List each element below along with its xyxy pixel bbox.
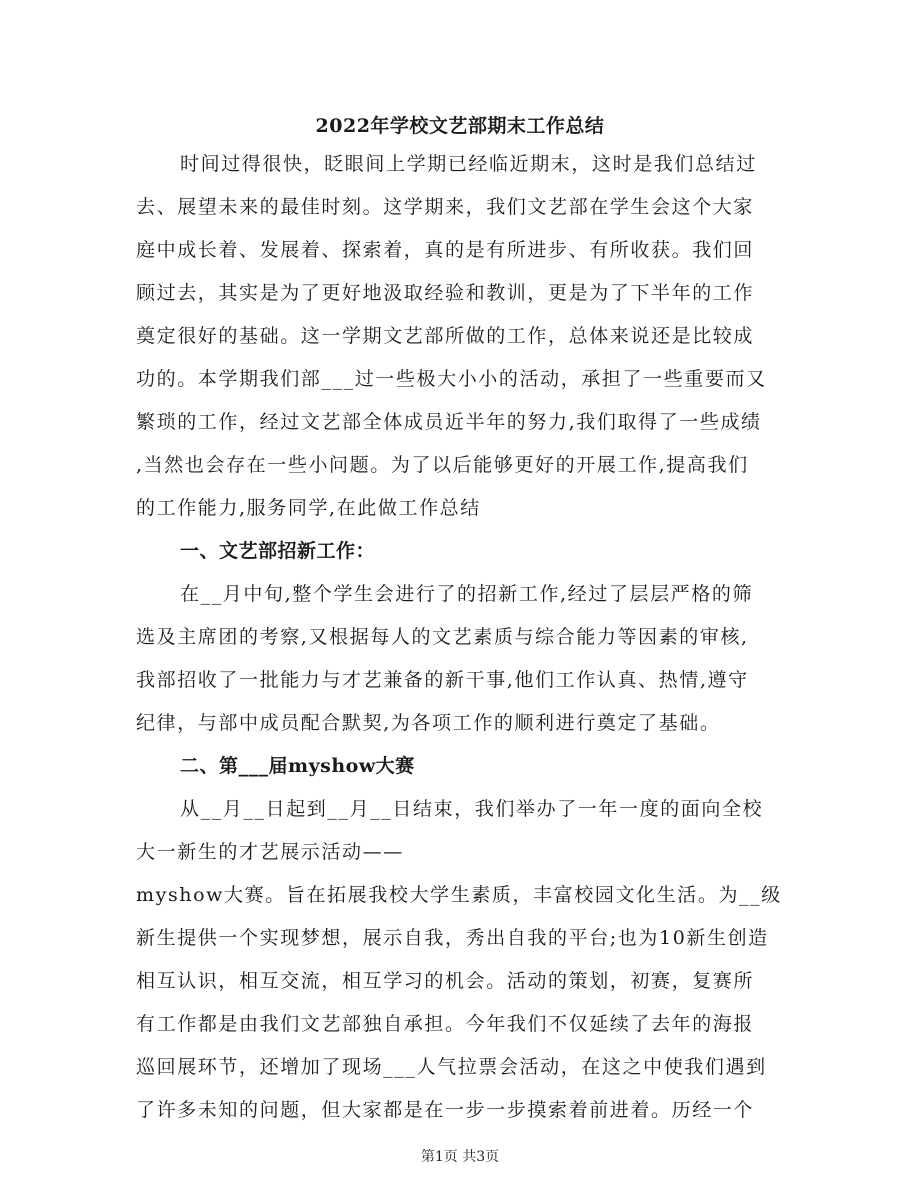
- paragraph-line: 的工作能力,服务同学,在此做工作总结: [136, 497, 481, 519]
- paragraph-line: 功的。本学期我们部___过一些极大小小的活动，承担了一些重要而又: [136, 368, 767, 390]
- paragraph-line: 顾过去，其实是为了更好地汲取经验和教训，更是为了下半年的工作: [136, 282, 755, 304]
- paragraph-line: 在__月中旬,整个学生会进行了的招新工作,经过了层层严格的筛: [180, 583, 754, 605]
- paragraph-line: 从__月__日起到__月__日结束，我们举办了一年一度的面向全校: [180, 798, 764, 820]
- paragraph-line: 奠定很好的基础。这一学期文艺部所做的工作，总体来说还是比较成: [136, 325, 755, 347]
- paragraph-line: 相互认识，相互交流，相互学习的机会。活动的策划，初赛，复赛所: [136, 970, 755, 992]
- paragraph-line: 纪律，与部中成员配合默契,为各项工作的顺利进行奠定了基础。: [136, 712, 721, 734]
- paragraph-line: 有工作都是由我们文艺部独自承担。今年我们不仅延续了去年的海报: [136, 1013, 755, 1035]
- paragraph-line: 繁琐的工作，经过文艺部全体成员近半年的努力,我们取得了一些成绩: [136, 411, 762, 433]
- paragraph-line: ,当然也会存在一些小问题。为了以后能够更好的开展工作,提高我们: [136, 454, 749, 476]
- paragraph-line: 了许多未知的问题，但大家都是在一步一步摸索着前进着。历经一个: [136, 1099, 755, 1121]
- section-heading-myshow: 二、第___届myshow大赛: [180, 755, 415, 777]
- paragraph-line: 时间过得很快，眨眼间上学期已经临近期末，这时是我们总结过: [180, 153, 757, 175]
- paragraph-line: 我部招收了一批能力与才艺兼备的新干事,他们工作认真、热情,遵守: [136, 669, 749, 691]
- page-indicator: 第1页 共3页: [420, 1149, 500, 1165]
- paragraph-line: 巡回展环节，还增加了现场___人气拉票会活动，在这之中使我们遇到: [136, 1056, 767, 1078]
- paragraph-line: myshow大赛。旨在拓展我校大学生素质，丰富校园文化生活。为__级: [136, 884, 782, 906]
- paragraph-line: 去、展望未来的最佳时刻。这学期来，我们文艺部在学生会这个大家: [136, 196, 755, 218]
- paragraph-line: 选及主席团的考察,又根据每人的文艺素质与综合能力等因素的审核,: [136, 626, 749, 648]
- paragraph-line: 大一新生的才艺展示活动——: [136, 841, 404, 863]
- document-title: 2022年学校文艺部期末工作总结: [315, 115, 605, 137]
- section-heading-recruitment: 一、文艺部招新工作：: [180, 540, 376, 562]
- paragraph-line: 庭中成长着、发展着、探索着，真的是有所进步、有所收获。我们回: [136, 239, 755, 261]
- paragraph-line: 新生提供一个实现梦想，展示自我，秀出自我的平台;也为10新生创造: [136, 927, 769, 949]
